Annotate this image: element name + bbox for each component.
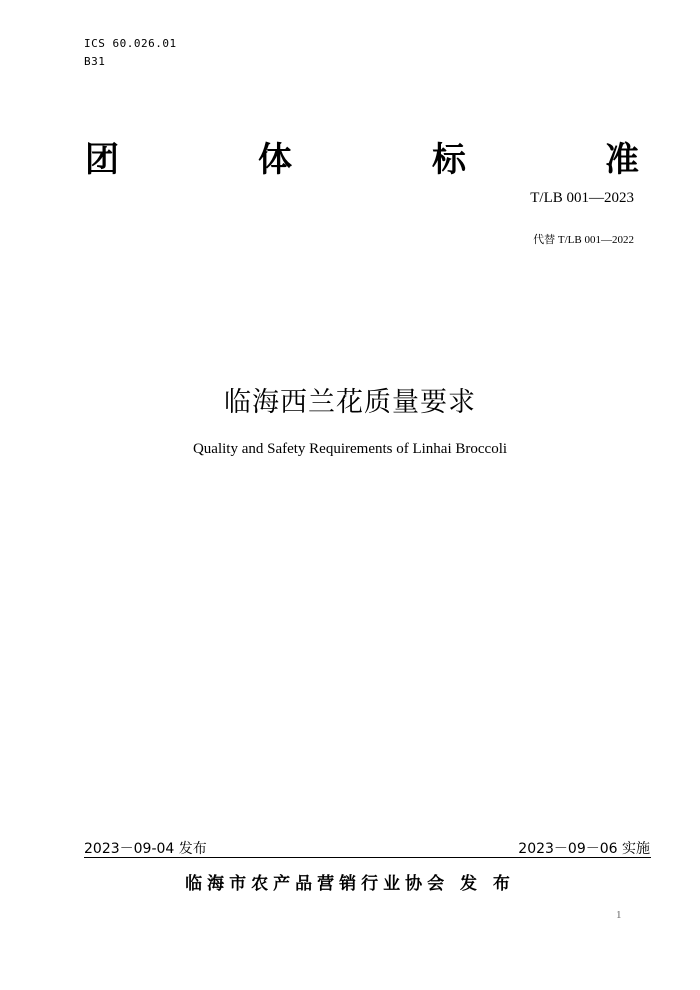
publisher: 临海市农产品营销行业协会 发 布 <box>185 874 515 894</box>
replaced-standard: 代替 T/LB 001—2022 <box>533 234 634 246</box>
effective-date: 2023－09－06 实施 <box>518 841 650 857</box>
document-title: 临海西兰花质量要求 <box>224 387 476 418</box>
standard-number: T/LB 001—2023 <box>530 190 634 206</box>
standard-type-char: 标 <box>432 140 466 180</box>
publish-date: 2023－09-04 发布 <box>84 841 207 857</box>
footer-divider <box>84 857 651 858</box>
standard-type-char: 团 <box>85 140 119 180</box>
ics-code: ICS 60.026.01 <box>84 37 177 50</box>
page-number: 1 <box>616 909 622 921</box>
document-subtitle-en: Quality and Safety Requirements of Linhai Broccoli <box>192 441 508 457</box>
classification-code: B31 <box>84 55 106 68</box>
standard-type-char: 准 <box>605 140 639 180</box>
standard-type-char: 体 <box>258 140 292 180</box>
